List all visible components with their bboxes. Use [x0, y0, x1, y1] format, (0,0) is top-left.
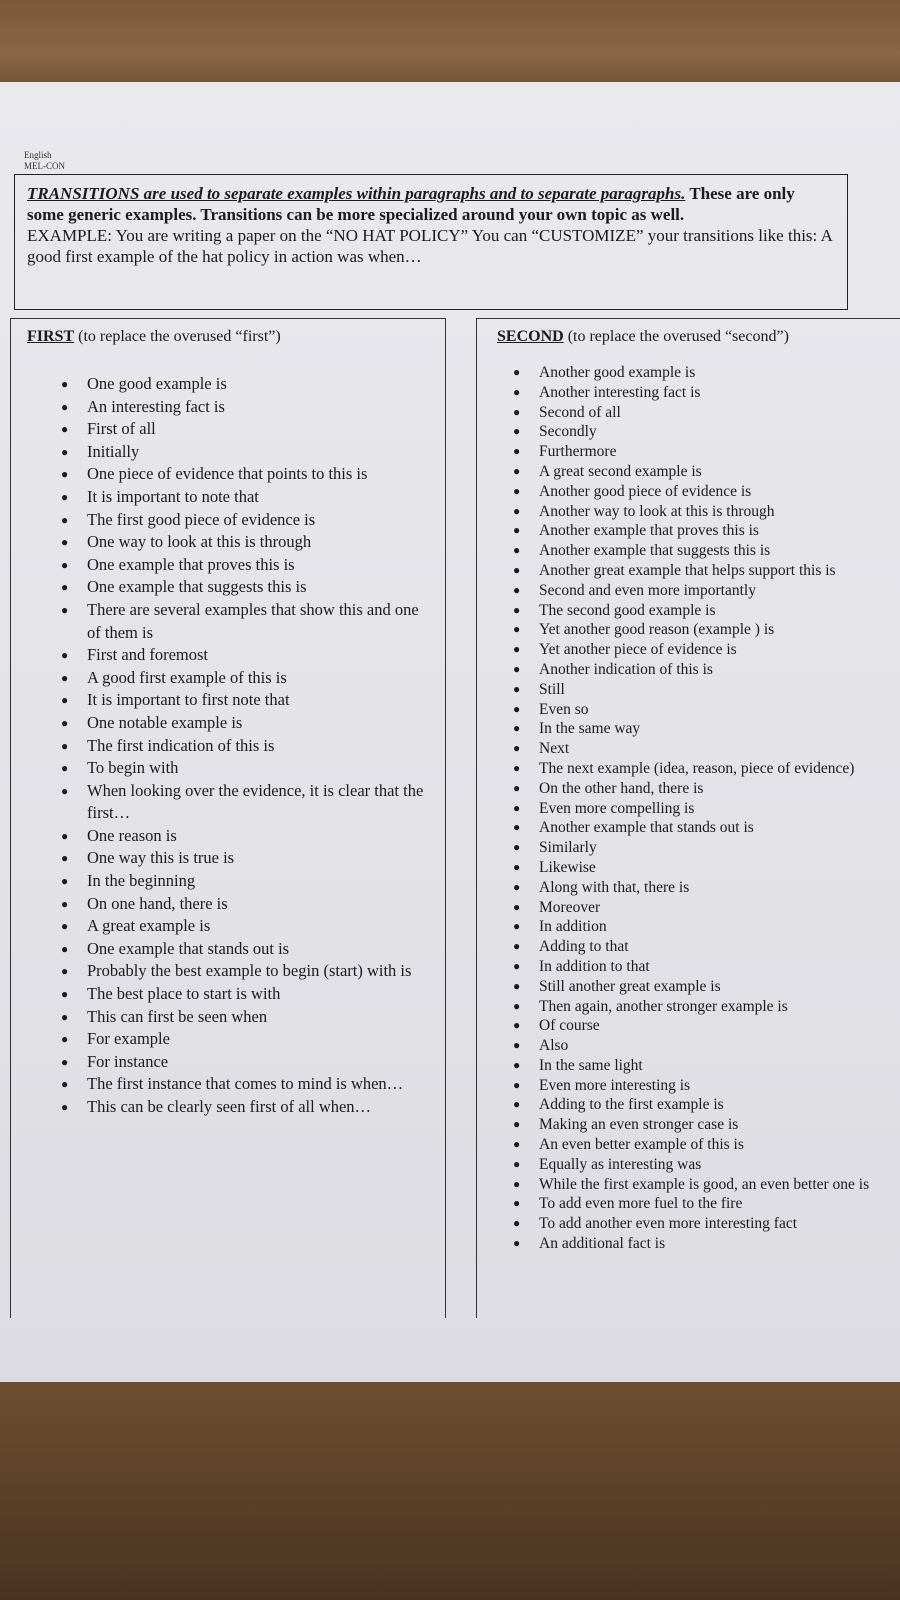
bullet-icon: ● [61, 535, 69, 550]
list-item [51, 1073, 431, 1096]
bullet-icon: ● [513, 523, 521, 538]
bullet-icon: ● [61, 512, 69, 527]
bullet-icon: ● [61, 919, 69, 934]
list-item [503, 383, 893, 403]
bullet-icon: ● [513, 1236, 521, 1251]
bullet-icon: ● [513, 958, 521, 973]
list-item-text: To add even more fuel to the fire [539, 1195, 743, 1213]
list-item-text: Even more interesting is [539, 1076, 691, 1094]
bullet-icon: ● [61, 693, 69, 708]
list-item [503, 502, 893, 522]
list-item-text: Second of all [539, 403, 621, 421]
list-item [503, 898, 893, 918]
bullet-icon: ● [61, 715, 69, 730]
list-item [51, 531, 431, 554]
list-item [503, 779, 893, 799]
list-item-text: There are several examples that show this and one of them is [87, 599, 419, 642]
list-item [503, 442, 893, 462]
bullet-icon: ● [61, 783, 69, 798]
list-item-text: A great second example is [539, 462, 702, 480]
bullet-icon: ● [513, 1117, 521, 1132]
list-item [503, 997, 893, 1017]
list-item-text: A good first example of this is [87, 667, 287, 687]
list-item [503, 403, 893, 423]
list-item [503, 700, 893, 720]
list-item [503, 561, 893, 581]
bullet-icon: ● [61, 489, 69, 504]
list-item-text: While the first example is good, an even better one is [539, 1175, 870, 1193]
list-item-text: Another great example that helps support this is [539, 561, 836, 579]
list-item-text: The first good piece of evidence is [87, 509, 316, 529]
list-item-text: For example [87, 1029, 170, 1049]
list-item [51, 825, 431, 848]
bullet-icon: ● [513, 365, 521, 379]
list-item-text: Also [539, 1037, 569, 1055]
list-item-text: Similarly [539, 839, 597, 857]
list-item [51, 667, 431, 690]
bullet-icon: ● [513, 701, 521, 716]
bullet-icon: ● [61, 874, 69, 889]
list-item [503, 422, 893, 442]
list-item-text: The next example (idea, reason, piece of evidence) [539, 759, 855, 777]
list-item-text: One piece of evidence that points to this is [87, 464, 368, 484]
bullet-icon: ● [513, 622, 521, 637]
list-item-text: Another interesting fact is [539, 383, 701, 401]
bullet-icon: ● [513, 543, 521, 558]
list-item [503, 1234, 893, 1254]
bullet-icon: ● [513, 859, 521, 874]
list-item [503, 719, 893, 739]
list-item [51, 735, 431, 758]
bullet-icon: ● [513, 384, 521, 399]
bullet-icon: ● [61, 467, 69, 482]
list-item [51, 644, 431, 667]
bullet-icon: ● [513, 424, 521, 439]
list-item-text: In the beginning [87, 871, 196, 891]
list-item-text: First of all [87, 419, 156, 439]
list-item [503, 1194, 893, 1214]
bullet-icon: ● [61, 422, 69, 437]
list-item-text: One example that stands out is [87, 938, 290, 958]
list-item-text: An additional fact is [539, 1235, 666, 1253]
list-item [503, 1155, 893, 1175]
list-item-text: On one hand, there is [87, 893, 228, 913]
bullet-icon: ● [61, 851, 69, 866]
list-item [503, 1175, 893, 1195]
bullet-icon: ● [61, 1032, 69, 1047]
list-item [503, 1214, 893, 1234]
background-wall-bottom [0, 1380, 900, 1600]
bullet-icon: ● [513, 1097, 521, 1112]
list-item [503, 878, 893, 898]
list-item-text: In the same light [539, 1056, 643, 1074]
background-wall-top [0, 0, 900, 90]
list-item-text: Another example that proves this is [539, 522, 759, 540]
list-item-text: Another way to look at this is through [539, 502, 775, 520]
list-item [51, 373, 431, 396]
bullet-icon: ● [61, 964, 69, 979]
list-item [503, 759, 893, 779]
list-item-text: One way this is true is [87, 848, 235, 868]
list-item [503, 1036, 893, 1056]
bullet-icon: ● [61, 896, 69, 911]
list-item [51, 983, 431, 1006]
list-item-text: Furthermore [539, 443, 617, 461]
list-item-text: Another example that suggests this is [539, 542, 771, 560]
list-item-text: Another good example is [539, 364, 696, 381]
list-item [503, 1056, 893, 1076]
bullet-icon: ● [513, 1018, 521, 1033]
second-column [476, 318, 900, 1318]
list-item-text: The first instance that comes to mind is when… [87, 1074, 404, 1094]
bullet-icon: ● [513, 1216, 521, 1231]
bullet-icon: ● [513, 1137, 521, 1152]
list-item [51, 893, 431, 916]
list-item-text: Likewise [539, 858, 596, 876]
bullet-icon: ● [513, 780, 521, 795]
bullet-icon: ● [61, 1100, 69, 1114]
bullet-icon: ● [513, 1176, 521, 1191]
second-heading-note: (to replace the overused “second”) [563, 328, 789, 345]
list-item-text: One way to look at this is through [87, 532, 312, 552]
second-heading-label: SECOND [497, 328, 564, 345]
list-item [51, 418, 431, 441]
list-item-text: Equally as interesting was [539, 1155, 702, 1173]
list-item [503, 1115, 893, 1135]
bullet-icon: ● [61, 648, 69, 663]
bullet-icon: ● [61, 761, 69, 776]
list-item-text: To add another even more interesting fact [539, 1215, 798, 1233]
list-item-text: Making an even stronger case is [539, 1116, 739, 1134]
bullet-icon: ● [61, 941, 69, 956]
header-subject: English [24, 150, 52, 160]
bullet-icon: ● [61, 602, 69, 617]
list-item [503, 1016, 893, 1036]
list-item [503, 581, 893, 601]
list-item [503, 640, 893, 660]
list-item [51, 938, 431, 961]
second-transition-list [503, 363, 893, 1254]
first-heading-label: FIRST [27, 328, 75, 345]
bullet-icon: ● [513, 661, 521, 676]
list-item [503, 601, 893, 621]
list-item-text: This can first be seen when [87, 1006, 268, 1026]
intro-example: EXAMPLE: You are writing a paper on the “NO HAT POLICY” You can “CUSTOMIZE” your transitions like this: A good first example of the hat policy in action was when… [27, 226, 832, 266]
list-item-text: In the same way [539, 720, 641, 738]
list-item-text: It is important to note that [87, 486, 259, 506]
list-item [51, 396, 431, 419]
list-item-text: It is important to first note that [87, 690, 290, 710]
bullet-icon: ● [61, 444, 69, 459]
bullet-icon: ● [61, 1054, 69, 1069]
intro-title: TRANSITIONS are used to separate examples within paragraphs and to separate paragraphs. [27, 184, 686, 203]
list-item-text: To begin with [87, 758, 179, 778]
bullet-icon: ● [513, 1038, 521, 1053]
bullet-icon: ● [513, 760, 521, 775]
bullet-icon: ● [513, 919, 521, 934]
list-item-text: The first indication of this is [87, 735, 275, 755]
list-item [503, 858, 893, 878]
list-item [51, 780, 431, 825]
list-item [51, 712, 431, 735]
list-item-text: Initially [87, 441, 140, 461]
bullet-icon: ● [513, 562, 521, 577]
handout-page [0, 82, 900, 1382]
bullet-icon: ● [61, 987, 69, 1002]
first-column-heading [27, 327, 281, 347]
list-item-text: Then again, another stronger example is [539, 997, 788, 1015]
list-item-text: Probably the best example to begin (start) with is [87, 961, 412, 981]
list-item [51, 915, 431, 938]
list-item-text: Still [539, 680, 565, 698]
list-item-text: When looking over the evidence, it is clear that the first… [87, 780, 424, 823]
bullet-icon: ● [513, 602, 521, 617]
list-item-text: This can be clearly seen first of all when… [87, 1097, 372, 1116]
list-item [51, 960, 431, 983]
bullet-icon: ● [61, 377, 69, 391]
bullet-icon: ● [513, 998, 521, 1013]
list-item-text: Yet another good reason (example ) is [539, 621, 775, 639]
intro-note: These are only some generic examples. Transitions can be more specialized around your own topic as well. [27, 184, 795, 224]
bullet-icon: ● [61, 738, 69, 753]
list-item-text: Even more compelling is [539, 799, 695, 817]
list-item [503, 1076, 893, 1096]
list-item-text: An even better example of this is [539, 1136, 744, 1154]
first-heading-note: (to replace the overused “first”) [74, 328, 281, 345]
bullet-icon: ● [61, 557, 69, 572]
list-item [51, 509, 431, 532]
list-item [503, 838, 893, 858]
list-item [51, 441, 431, 464]
second-column-heading [497, 327, 789, 347]
list-item [503, 363, 893, 383]
list-item [51, 554, 431, 577]
bullet-icon: ● [513, 820, 521, 835]
list-item-text: In addition to that [539, 957, 650, 975]
list-item [51, 1096, 431, 1119]
header-course-code: MEL-CON [24, 161, 65, 171]
bullet-icon: ● [61, 828, 69, 843]
list-item-text: Another example that stands out is [539, 819, 754, 837]
list-item [503, 462, 893, 482]
bullet-icon: ● [513, 879, 521, 894]
bullet-icon: ● [513, 463, 521, 478]
list-item-text: One good example is [87, 374, 227, 393]
list-item-text: Adding to that [539, 938, 629, 956]
list-item [503, 818, 893, 838]
list-item-text: Moreover [539, 898, 601, 916]
list-item-text: Adding to the first example is [539, 1096, 724, 1114]
list-item-text: One example that suggests this is [87, 577, 307, 597]
list-item [503, 937, 893, 957]
bullet-icon: ● [513, 483, 521, 498]
list-item [503, 541, 893, 561]
list-item [503, 680, 893, 700]
list-item [503, 1135, 893, 1155]
list-item-text: Another good piece of evidence is [539, 482, 752, 500]
list-item-text: Next [539, 740, 570, 758]
list-item-text: For instance [87, 1051, 169, 1071]
list-item [503, 739, 893, 759]
list-item [51, 757, 431, 780]
list-item-text: One reason is [87, 825, 177, 845]
bullet-icon: ● [513, 681, 521, 696]
bullet-icon: ● [513, 978, 521, 993]
list-item [51, 599, 431, 644]
list-item-text: Second and even more importantly [539, 581, 756, 599]
bullet-icon: ● [61, 1077, 69, 1092]
first-column [10, 318, 446, 1318]
list-item [51, 1051, 431, 1074]
list-item-text: One notable example is [87, 712, 243, 732]
list-item [503, 620, 893, 640]
list-item-text: In addition [539, 918, 607, 936]
bullet-icon: ● [513, 404, 521, 419]
list-item-text: An interesting fact is [87, 396, 225, 416]
bullet-icon: ● [513, 1156, 521, 1171]
list-item-text: The best place to start is with [87, 984, 281, 1004]
list-item [503, 1095, 893, 1115]
bullet-icon: ● [513, 582, 521, 597]
intro-box [14, 174, 848, 310]
list-item-text: One example that proves this is [87, 554, 295, 574]
page-header [24, 150, 65, 172]
list-item [51, 576, 431, 599]
bullet-icon: ● [513, 642, 521, 657]
list-item-text: A great example is [87, 916, 211, 936]
list-item-text: On the other hand, there is [539, 779, 704, 797]
list-item [503, 482, 893, 502]
list-item [51, 1006, 431, 1029]
bullet-icon: ● [513, 899, 521, 914]
bullet-icon: ● [513, 840, 521, 855]
bullet-icon: ● [513, 1057, 521, 1072]
bullet-icon: ● [513, 1077, 521, 1092]
first-transition-list [51, 373, 431, 1119]
bullet-icon: ● [513, 800, 521, 815]
list-item [503, 521, 893, 541]
list-item [503, 799, 893, 819]
list-item-text: Even so [539, 700, 589, 718]
bullet-icon: ● [513, 444, 521, 459]
list-item-text: First and foremost [87, 645, 208, 665]
list-item [51, 1028, 431, 1051]
bullet-icon: ● [513, 1196, 521, 1211]
bullet-icon: ● [61, 580, 69, 595]
list-item [51, 870, 431, 893]
list-item-text: Along with that, there is [539, 878, 690, 896]
bullet-icon: ● [61, 1009, 69, 1024]
list-item [503, 917, 893, 937]
bullet-icon: ● [61, 399, 69, 414]
list-item-text: The second good example is [539, 601, 716, 619]
list-item [51, 847, 431, 870]
list-item-text: Yet another piece of evidence is [539, 641, 737, 659]
list-item-text: Another indication of this is [539, 660, 713, 678]
list-item [503, 957, 893, 977]
list-item [503, 977, 893, 997]
bullet-icon: ● [513, 721, 521, 736]
list-item [51, 486, 431, 509]
list-item [503, 660, 893, 680]
bullet-icon: ● [513, 741, 521, 756]
list-item-text: Secondly [539, 423, 597, 441]
list-item-text: Of course [539, 1017, 600, 1035]
bullet-icon: ● [513, 939, 521, 954]
list-item [51, 689, 431, 712]
bullet-icon: ● [61, 670, 69, 685]
bullet-icon: ● [513, 503, 521, 518]
list-item-text: Still another great example is [539, 977, 721, 995]
list-item [51, 463, 431, 486]
